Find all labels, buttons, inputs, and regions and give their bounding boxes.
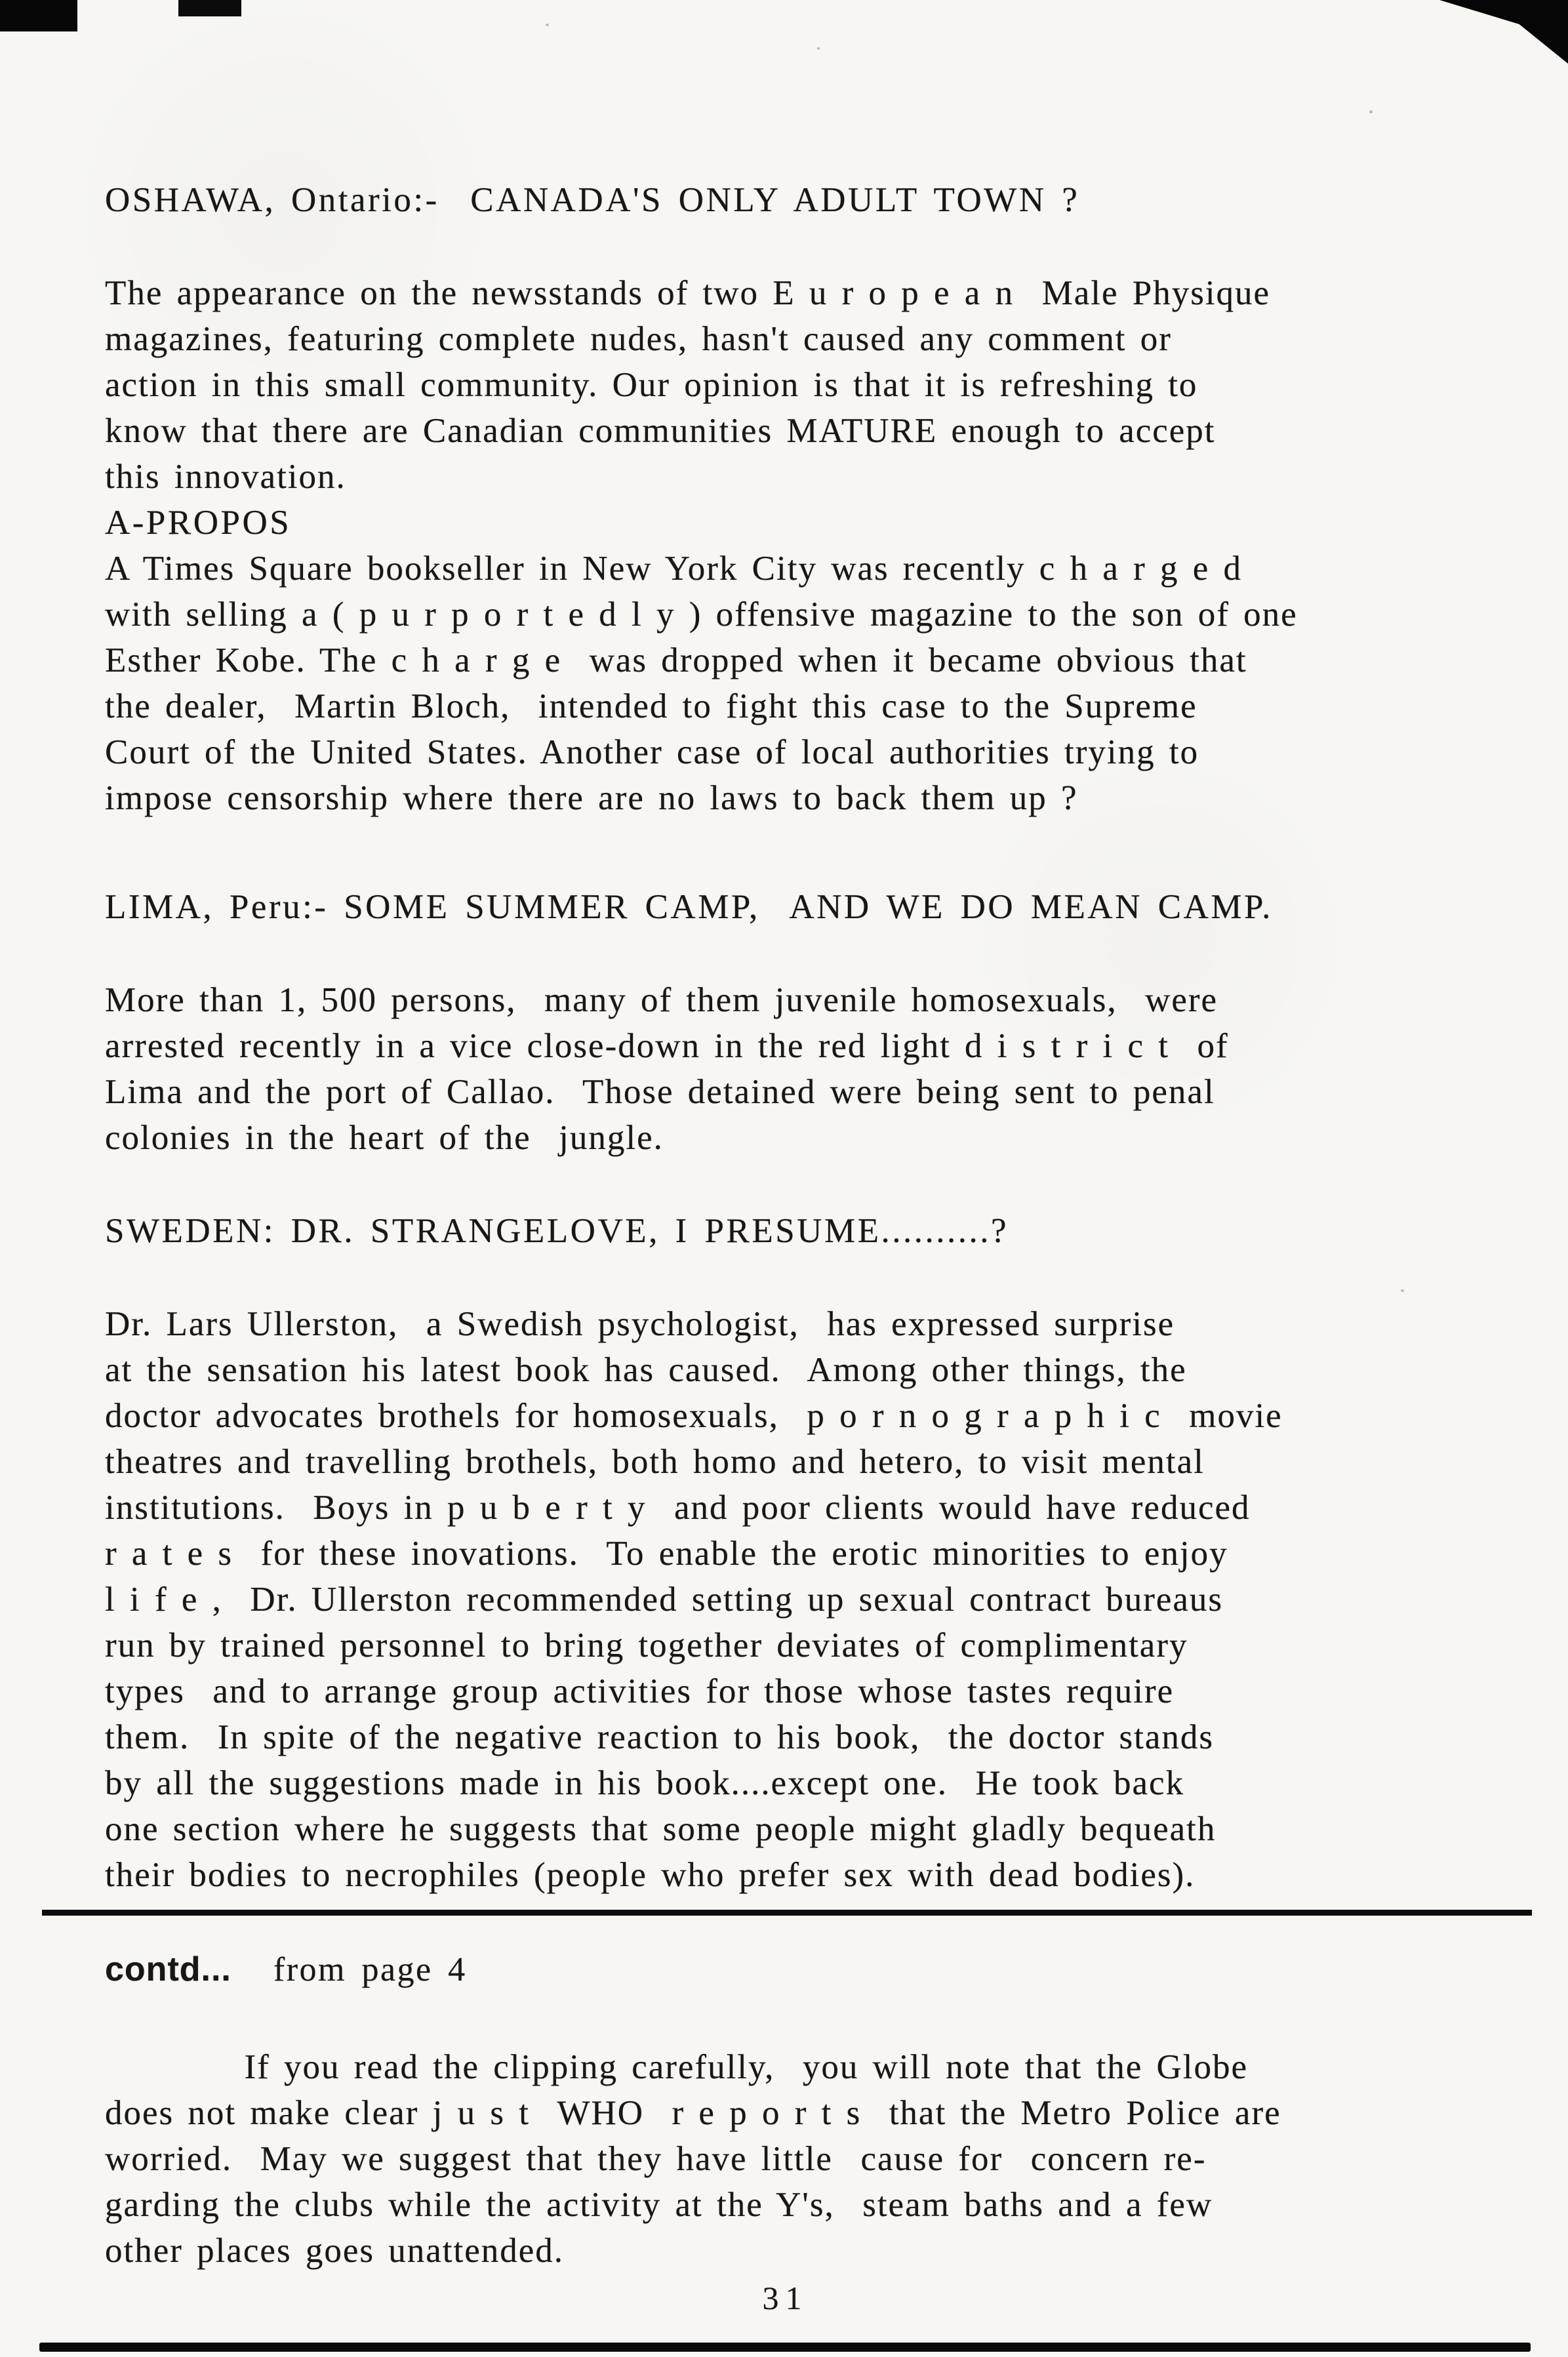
scan-artifact-bottom-edge — [39, 2343, 1531, 2352]
article-body-apropos: A Times Square bookseller in New York City was recently c h a r g e d with selling a ( p u r p o r t e d l y ) offensive magazine to the son of one Esther Kobe. The c h a r g e was dropped when it became obvious that the dealer, Martin Bloch, intended to fight this case to the Supreme Court of the United States. Another case of local authorities trying to impose censorship where there are no laws to back them up ? — [105, 550, 1298, 817]
article-heading-sweden: SWEDEN: DR. STRANGELOVE, I PRESUME..........? — [105, 1212, 1009, 1250]
continued-from-page-label: from page 4 — [273, 1951, 467, 1988]
article-heading-oshawa: OSHAWA, Ontario:- CANADA'S ONLY ADULT TOWN ? — [105, 181, 1080, 219]
article-body-oshawa: The appearance on the newsstands of two E u r o p e a n Male Physique magazines, featuring complete nudes, hasn't caused any comment or action in this small community. Our opinion is that it is refreshing to know that there are Canadian communities MATURE enough to accept this innovation. — [105, 274, 1271, 496]
continued-label: contd... — [105, 1950, 231, 1988]
page-number: 31 — [762, 2280, 809, 2316]
continued-from-row — [105, 1950, 1466, 1989]
article-heading-lima: LIMA, Peru:- SOME SUMMER CAMP, AND WE DO MEAN CAMP. — [105, 888, 1273, 926]
section-divider-rule — [42, 1910, 1532, 1916]
continued-article-body: If you read the clipping carefully, you will note that the Globe does not make clear j u s t WHO r e p o r t s that the Metro Police are worried. May we suggest that they have little cause for concern re- garding the clubs while the activity at the Y's, steam baths and a few other places goes unattended. — [105, 2048, 1281, 2270]
article-heading-apropos: A-PROPOS — [105, 504, 292, 542]
article-body-lima: More than 1, 500 persons, many of them juvenile homosexuals, were arrested recently in a vice close-down in the red light d i s t r i c t of Lima and the port of Callao. Those detained were being sent to penal colonies in the heart of the jungle. — [105, 981, 1229, 1157]
article-body-sweden: Dr. Lars Ullerston, a Swedish psychologist, has expressed surprise at the sensation his latest book has caused. Among other things, the doctor advocates brothels for homosexuals, p o r n o g r a p h i c movie theatres and travelling brothels, both homo and hetero, to visit mental institutions. Boys in p u b e r t y and poor clients would have reduced r a t e s for these inovations. To enable the erotic minorities to enjoy l i f e , Dr. Ullerston recommended setting up sexual contract bureaus run by trained personnel to bring together deviates of complimentary types and to arrange group activities for those whose tastes require them. In spite of the negative reaction to his book, the doctor stands by all the suggestions made in his book....except one. He took back one section where he suggests that some people might gladly bequeath their bodies to necrophiles (people who prefer sex with dead bodies). — [105, 1305, 1283, 1894]
